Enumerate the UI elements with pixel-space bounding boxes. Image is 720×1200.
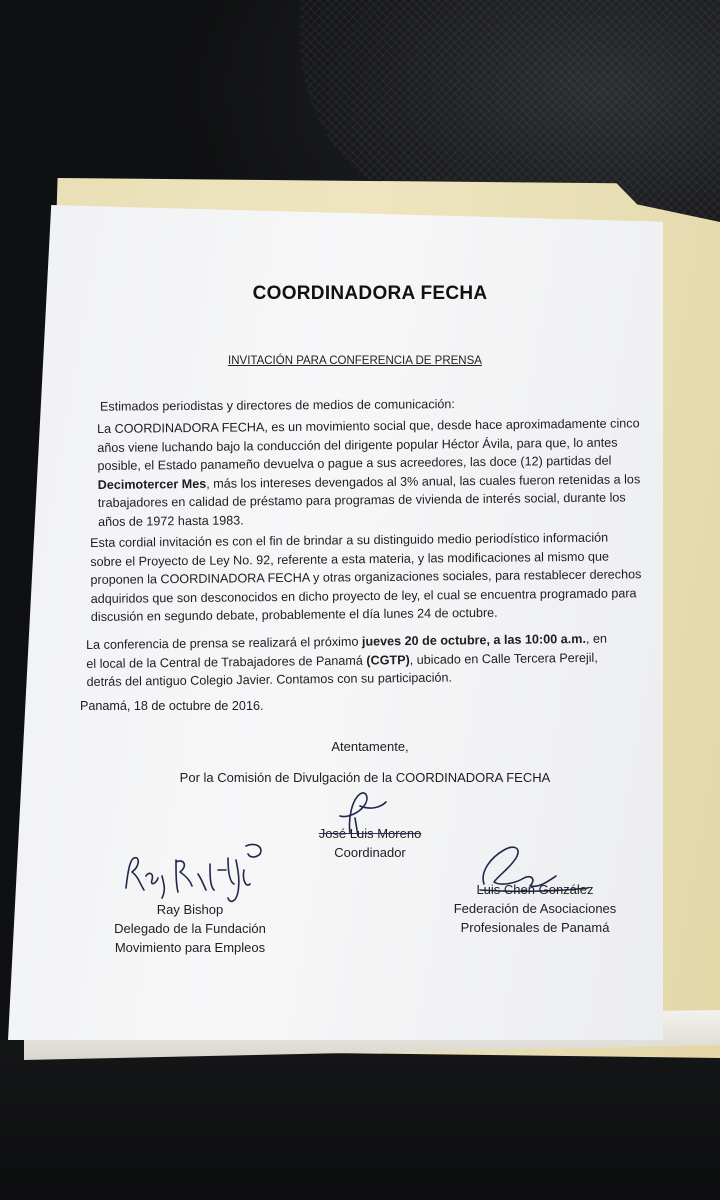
paragraph-1-line-4-rest: , más los intereses devengados al 3% anual, las cuales fueron retenidas a los: [206, 472, 641, 491]
document-subtitle: INVITACIÓN PARA CONFERENCIA DE PRENSA: [228, 355, 482, 367]
paragraph-1-line-5: trabajadores en calidad de préstamo para programas de vivienda de interés social, durante los: [97, 490, 626, 511]
signatory-bishop-role-2: Movimiento para Empleos: [114, 940, 266, 955]
document-title: COORDINADORA FECHA: [252, 283, 488, 304]
decimotercer-mes-bold: Decimotercer Mes: [97, 476, 207, 492]
signatory-moreno: [290, 824, 450, 862]
paragraph-1-line-2: años viene luchando bajo la conducción del dirigente popular Héctor Ávila, para que, lo antes: [97, 435, 618, 455]
commission-line: Por la Comisión de Divulgación de la COORDINADORA FECHA: [179, 770, 551, 785]
signatory-bishop-name: Ray Bishop: [156, 902, 224, 917]
paragraph-3-line-1-post: , en: [585, 631, 608, 646]
paragraph-2-line-2: sobre el Proyecto de Ley No. 92, referente a esta materia, y las modificaciones al mismo que: [90, 549, 610, 569]
paragraph-1-line-1: La COORDINADORA FECHA, es un movimiento social que, desde hace aproximadamente cinco: [97, 416, 640, 436]
signatory-bishop: [90, 900, 290, 957]
signatory-chen-role-2: Profesionales de Panamá: [460, 920, 610, 935]
paragraph-3-line-2-pre: el local de la Central de Trabajadores de Panamá: [86, 653, 367, 671]
signatory-chen-role-1: Federación de Asociaciones: [453, 901, 617, 916]
cgtp-bold: (CGTP): [366, 652, 410, 668]
paragraph-3: [86, 629, 659, 692]
paragraph-2-line-3: proponen la COORDINADORA FECHA y otras organizaciones sociales, para restablecer derechos: [90, 567, 642, 588]
signatory-chen: [430, 880, 640, 937]
paragraph-1: [97, 414, 658, 531]
date-line: Panamá, 18 de octubre de 2016.: [80, 699, 264, 713]
paragraph-3-line-2-post: , ubicado en Calle Tercera Perejil,: [409, 650, 598, 667]
signatory-moreno-role: Coordinador: [334, 845, 406, 860]
paragraph-1-line-6: años de 1972 hasta 1983.: [97, 513, 244, 529]
paragraph-2-line-5: discusión en segundo debate, probablemente el día lunes 24 de octubre.: [90, 606, 498, 625]
salutation: Estimados periodistas y directores de medios de comunicación:: [99, 397, 455, 414]
conference-date-bold: jueves 20 de octubre, a las 10:00 a.m.: [361, 631, 587, 649]
paragraph-1-line-3: posible, el Estado panameño devuelva o pague a sus acreedores, las doce (12) partidas del: [97, 453, 612, 474]
dark-background-lower: [0, 1040, 720, 1200]
paragraph-2-line-1: Esta cordial invitación es con el fin de brindar a su distinguido medio periodístico información: [90, 530, 609, 550]
signatory-bishop-role-1: Delegado de la Fundación: [114, 921, 266, 936]
paragraph-3-line-1-pre: La conferencia de prensa se realizará el próximo: [86, 634, 363, 652]
paragraph-2: [90, 528, 656, 627]
closing: Atentamente,: [331, 739, 409, 754]
paragraph-3-line-3: detrás del antiguo Colegio Javier. Contamos con su participación.: [86, 670, 453, 690]
paragraph-2-line-4: adquiridos que son desconocidos en dicho proyecto de ley, el cual se encuentra programado para: [90, 586, 637, 606]
signatory-chen-name: Luis Chen González: [476, 882, 594, 897]
signatory-moreno-name: José Luis Moreno: [318, 826, 422, 841]
